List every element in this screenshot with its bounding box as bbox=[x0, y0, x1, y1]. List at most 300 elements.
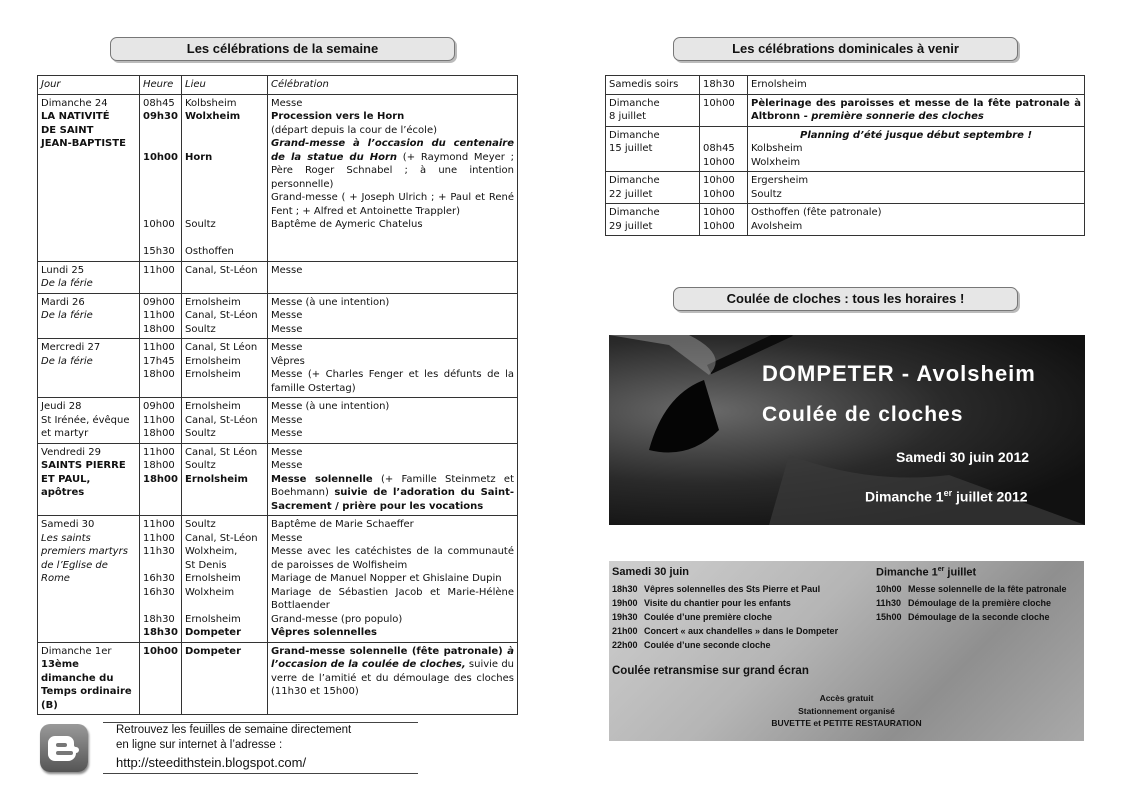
celebration-text: Vêpres bbox=[271, 355, 305, 367]
celebration-text: Messe bbox=[271, 414, 303, 426]
heure-text bbox=[143, 559, 178, 573]
lieu-text: Canal, St Léon bbox=[185, 446, 258, 458]
poster-line-1: DOMPETER - Avolsheim bbox=[762, 361, 1036, 386]
heure-text: 18h00 bbox=[143, 473, 178, 485]
schedule-desc: Coulée d’une première cloche bbox=[644, 612, 773, 622]
celebration-text: Baptême de Aymeric Chatelus bbox=[271, 219, 423, 230]
blog-url-link[interactable]: http://steedithstein.blogspot.com/ bbox=[116, 755, 307, 770]
jour-cell bbox=[606, 126, 700, 172]
jour-text: SAINTS PIERRE ET PAUL, apôtres bbox=[41, 460, 126, 498]
sunday-schedule-table bbox=[605, 75, 1085, 236]
poster-line-2: Coulée de cloches bbox=[762, 403, 964, 426]
celebration-text: Messe bbox=[271, 446, 303, 458]
schedule-time: 21h00 bbox=[612, 626, 638, 636]
table-row bbox=[38, 339, 518, 398]
celebration-entry bbox=[271, 341, 514, 355]
celebration-text: Messe bbox=[271, 97, 303, 109]
schedule-desc: Démoulage de la première cloche bbox=[908, 598, 1052, 608]
jour-text: De la férie bbox=[41, 310, 93, 321]
jour-text: LA NATIVITÉ bbox=[41, 111, 110, 122]
schedule-desc: Visite du chantier pour les enfants bbox=[644, 598, 791, 608]
celebration-entry bbox=[751, 220, 1081, 234]
jour-cell bbox=[606, 172, 700, 204]
heure-text: 18h30 bbox=[703, 79, 735, 90]
heure-text: 18h30 bbox=[143, 627, 178, 638]
header-lieu: Lieu bbox=[182, 76, 268, 95]
schedule-time: 15h00 bbox=[876, 612, 902, 622]
celebration-text: Messe bbox=[271, 532, 303, 544]
celebration-entry bbox=[271, 459, 514, 473]
lieu-cell bbox=[182, 516, 268, 643]
celebration-text: Ergersheim bbox=[751, 175, 809, 186]
celebration-entry bbox=[271, 368, 514, 395]
lieu-text bbox=[185, 599, 264, 613]
lieu-text: Canal, St-Léon bbox=[185, 310, 258, 321]
lieu-text bbox=[185, 137, 264, 151]
schedule-item bbox=[876, 582, 1067, 596]
blog-divider-top bbox=[103, 722, 418, 723]
lieu-text: Ernolsheim bbox=[185, 369, 241, 380]
celebration-text: Soultz bbox=[751, 188, 782, 200]
celebration-entry bbox=[271, 137, 514, 191]
sat-title: Samedi 30 juin bbox=[612, 566, 690, 578]
heure-text bbox=[143, 232, 178, 246]
jour-cell bbox=[38, 516, 140, 643]
jour-text: Dimanche 24 bbox=[41, 97, 108, 109]
jour-text: Samedis soirs bbox=[609, 79, 679, 90]
schedule-desc: Démoulage de la seconde cloche bbox=[908, 612, 1050, 622]
celebration-text: Mariage de Manuel Nopper et Ghislaine Dupin bbox=[271, 573, 502, 584]
celebration-text: Planning d’été jusque début septembre ! bbox=[799, 129, 1033, 141]
celebration-entry bbox=[271, 645, 514, 699]
heure-text bbox=[143, 599, 178, 613]
lieu-cell bbox=[182, 443, 268, 516]
schedule-time: 10h00 bbox=[876, 584, 902, 594]
jour-cell bbox=[38, 261, 140, 293]
lieu-text bbox=[185, 191, 264, 205]
celebration-text: Wolxheim bbox=[751, 156, 801, 168]
schedule-time: 11h30 bbox=[876, 598, 902, 608]
heure-cell bbox=[140, 642, 182, 715]
heure-text: 11h00 bbox=[143, 342, 175, 353]
celebration-text: Grand-messe ( + Joseph Ulrich ; + Paul et René Fent ; + Alfred et Antoinette Trappler) bbox=[271, 192, 514, 217]
schedule-desc: Concert « aux chandelles » dans le Dompeter bbox=[644, 626, 839, 636]
jour-text: St Irénée, évêque et martyr bbox=[41, 414, 130, 439]
schedule-desc: Coulée d’une seconde cloche bbox=[644, 640, 771, 650]
heure-text: 11h30 bbox=[143, 546, 175, 557]
celebration-entry bbox=[271, 309, 514, 323]
heure-text bbox=[143, 191, 178, 205]
lieu-text: Dompeter bbox=[185, 627, 242, 638]
lieu-text: Soultz bbox=[185, 519, 216, 530]
info-parking: Stationnement organisé bbox=[798, 706, 895, 716]
table-row bbox=[606, 204, 1085, 236]
heure-cell bbox=[140, 94, 182, 261]
celebration-text: Baptême de Marie Schaeffer bbox=[271, 519, 414, 530]
lieu-text: Horn bbox=[185, 151, 213, 163]
table-row bbox=[38, 516, 518, 643]
jour-text: JEAN-BAPTISTE bbox=[41, 138, 126, 149]
celebration-entry bbox=[751, 206, 1081, 220]
heure-cell bbox=[140, 516, 182, 643]
celebration-entry bbox=[751, 174, 1081, 188]
celebration-text: Vêpres solennelles bbox=[271, 627, 377, 638]
blog-line-1: Retrouvez les feuilles de semaine directement bbox=[116, 724, 352, 736]
jour-text: 15 juillet bbox=[609, 143, 653, 154]
celebration-entry bbox=[271, 545, 514, 572]
schedule-item bbox=[612, 582, 838, 596]
celebration-text: Messe (à une intention) bbox=[271, 296, 390, 308]
info-access: Accès gratuit bbox=[819, 693, 874, 703]
lieu-text: Soultz bbox=[185, 219, 216, 230]
heure-text: 11h00 bbox=[143, 310, 175, 321]
jour-text: Les saints premiers martyrs de l’Eglise de Rome bbox=[41, 532, 128, 584]
heure-text: 10h00 bbox=[703, 156, 735, 168]
jour-text: Lundi 25 bbox=[41, 264, 85, 276]
heure-cell bbox=[140, 443, 182, 516]
lieu-text bbox=[185, 205, 264, 219]
sun-title-b: juillet bbox=[944, 566, 977, 579]
lieu-text: Canal, St-Léon bbox=[185, 414, 258, 426]
header-celebration: Célébration bbox=[268, 76, 518, 95]
celebration-entry bbox=[271, 191, 514, 218]
heure-text: 11h00 bbox=[143, 264, 175, 276]
table-row bbox=[38, 261, 518, 293]
jour-cell bbox=[38, 443, 140, 516]
celebration-entry bbox=[271, 110, 514, 124]
celebration-text: Messe avec les catéchistes de la communauté de paroisses de Wolfisheim bbox=[271, 546, 514, 571]
celebration-text: Messe bbox=[271, 342, 303, 353]
celebration-cell bbox=[748, 126, 1085, 172]
table-row bbox=[38, 398, 518, 444]
celebration-entry bbox=[271, 427, 514, 441]
celebration-entry bbox=[271, 296, 514, 310]
header-heure: Heure bbox=[140, 76, 182, 95]
table-row bbox=[606, 94, 1085, 126]
table-row bbox=[606, 76, 1085, 95]
lieu-text: Wolxheim, bbox=[185, 546, 238, 557]
sun-title bbox=[876, 566, 976, 579]
celebration-text: Messe bbox=[271, 264, 303, 276]
celebration-text: Grand-messe (pro populo) bbox=[271, 613, 403, 625]
poster-date-2-b: juillet 2012 bbox=[952, 488, 1028, 505]
schedule-item bbox=[612, 624, 838, 638]
celebration-cell bbox=[268, 443, 518, 516]
heure-text: 18h00 bbox=[143, 369, 175, 380]
heure-text bbox=[143, 137, 178, 151]
heure-text: 15h30 bbox=[143, 246, 175, 257]
jour-cell bbox=[38, 339, 140, 398]
schedule-time: 19h30 bbox=[612, 612, 638, 622]
celebration-text-detail: (+ Raymond Meyer ; Père Roger Schnabel ; à une intention personnelle) bbox=[271, 151, 514, 190]
sunday-celebrations-title: Les célébrations dominicales à venir bbox=[732, 41, 959, 56]
heure-text: 10h00 bbox=[143, 219, 175, 230]
lieu-text: Canal, St-Léon bbox=[185, 532, 258, 544]
table-row bbox=[38, 94, 518, 261]
blog-line-2: en ligne sur internet à l’adresse : bbox=[116, 739, 283, 751]
heure-text bbox=[143, 124, 178, 138]
celebration-text-detail: (+ Famille Steinmetz et Boehmann) bbox=[271, 473, 514, 498]
lieu-text: Soultz bbox=[185, 323, 216, 335]
celebration-text: Ernolsheim bbox=[751, 79, 807, 90]
celebration-text-italic: à l’occasion de la coulée de cloches, bbox=[271, 645, 514, 670]
celebration-entry bbox=[751, 129, 1081, 143]
heure-text: 09h30 bbox=[143, 111, 178, 122]
lieu-text: Osthoffen bbox=[185, 246, 234, 257]
celebration-cell bbox=[268, 642, 518, 715]
heure-cell bbox=[700, 94, 748, 126]
heure-text: 09h00 bbox=[143, 296, 175, 308]
celebration-entry bbox=[271, 124, 514, 138]
jour-text: Dimanche bbox=[609, 207, 660, 218]
celebration-text: Osthoffen (fête patronale) bbox=[751, 207, 882, 218]
celebration-text: Messe (à une intention) bbox=[271, 401, 390, 412]
celebration-text: Grand-messe à l’occasion du centenaire de la statue du Horn bbox=[271, 138, 514, 163]
week-celebrations-title: Les célébrations de la semaine bbox=[186, 41, 379, 56]
header-jour: Jour bbox=[38, 76, 140, 95]
celebration-entry bbox=[271, 446, 514, 460]
poster-date-1: Samedi 30 juin 2012 bbox=[896, 449, 1030, 465]
lieu-text: Wolxheim bbox=[185, 111, 241, 122]
sun-title-sup: er bbox=[937, 566, 945, 573]
heure-text bbox=[703, 129, 744, 143]
jour-text: Samedi 30 bbox=[41, 519, 95, 530]
celebration-entry bbox=[271, 572, 514, 586]
heure-text: 18h00 bbox=[143, 323, 175, 335]
lieu-text: Ernolsheim bbox=[185, 613, 241, 625]
lieu-cell bbox=[182, 94, 268, 261]
heure-cell bbox=[700, 126, 748, 172]
heure-text: 11h00 bbox=[143, 519, 175, 530]
sat-list bbox=[612, 582, 838, 652]
celebration-cell bbox=[748, 94, 1085, 126]
lieu-text: Ernolsheim bbox=[185, 401, 241, 412]
celebration-entry bbox=[751, 142, 1081, 156]
sun-list bbox=[876, 582, 1067, 624]
week-schedule-table bbox=[37, 75, 518, 715]
bell-casting-schedule bbox=[609, 561, 1084, 741]
heure-text: 16h30 bbox=[143, 586, 175, 598]
lieu-text: Canal, St-Léon bbox=[185, 264, 258, 276]
heure-text: 16h30 bbox=[143, 573, 175, 584]
celebration-entry bbox=[751, 156, 1081, 170]
schedule-desc: Messe solennelle de la fête patronale bbox=[908, 584, 1067, 594]
heure-text: 10h00 bbox=[703, 188, 735, 200]
heure-cell bbox=[140, 339, 182, 398]
celebration-entry bbox=[271, 323, 514, 337]
celebration-text: Avolsheim bbox=[751, 220, 803, 232]
jour-text: Mercredi 27 bbox=[41, 342, 101, 353]
table-header-row bbox=[38, 76, 518, 95]
celebration-entry bbox=[271, 97, 514, 111]
heure-text: 09h00 bbox=[143, 401, 175, 412]
celebration-entry bbox=[271, 613, 514, 627]
poster-date-2 bbox=[865, 488, 1028, 505]
celebration-entry bbox=[271, 218, 514, 232]
lieu-text: Ernolsheim bbox=[185, 296, 241, 308]
jour-cell bbox=[606, 94, 700, 126]
sunday-celebrations-header bbox=[673, 37, 1018, 61]
heure-text: 17h45 bbox=[143, 355, 175, 367]
heure-text: 10h00 bbox=[143, 151, 178, 163]
lieu-text: Wolxheim bbox=[185, 586, 235, 598]
table-row bbox=[38, 642, 518, 715]
lieu-text: Soultz bbox=[185, 428, 216, 439]
celebration-cell bbox=[268, 398, 518, 444]
celebration-entry bbox=[271, 626, 514, 640]
celebration-text: Messe bbox=[271, 428, 303, 439]
heure-cell bbox=[140, 398, 182, 444]
table-row bbox=[606, 126, 1085, 172]
heure-text: 18h00 bbox=[143, 428, 175, 439]
jour-text: 13ème dimanche du Temps ordinaire (B) bbox=[41, 659, 132, 711]
jour-cell bbox=[606, 76, 700, 95]
celebration-cell bbox=[268, 293, 518, 339]
celebration-text-bold: suivie de l’adoration du Saint-Sacrement / prière pour les vocations bbox=[271, 487, 514, 512]
celebration-cell bbox=[268, 261, 518, 293]
lieu-cell bbox=[182, 398, 268, 444]
lieu-text bbox=[185, 232, 264, 246]
schedule-item bbox=[612, 610, 838, 624]
jour-text: Vendredi 29 bbox=[41, 446, 101, 458]
heure-cell bbox=[140, 261, 182, 293]
heure-text: 10h00 bbox=[703, 207, 735, 218]
bells-header bbox=[673, 287, 1018, 311]
bell-casting-poster bbox=[609, 335, 1085, 525]
heure-text: 11h00 bbox=[143, 414, 175, 426]
jour-cell bbox=[38, 642, 140, 715]
jour-text: Dimanche bbox=[609, 129, 660, 141]
schedule-time: 22h00 bbox=[612, 640, 638, 650]
celebration-entry bbox=[751, 97, 1081, 124]
table-row bbox=[38, 293, 518, 339]
celebration-cell bbox=[268, 339, 518, 398]
heure-text: 10h00 bbox=[703, 97, 735, 109]
poster-date-2-sup: er bbox=[943, 488, 953, 498]
schedule-item bbox=[612, 596, 838, 610]
celebration-text: Mariage de Sébastien Jacob et Marie-Hélène Bottlaender bbox=[271, 586, 514, 611]
heure-text: 10h00 bbox=[143, 645, 178, 657]
jour-cell bbox=[38, 293, 140, 339]
jour-text: 8 juillet bbox=[609, 111, 647, 122]
blog-divider-bottom bbox=[103, 773, 418, 774]
jour-cell bbox=[38, 398, 140, 444]
heure-text: 08h45 bbox=[143, 97, 175, 109]
heure-cell bbox=[700, 76, 748, 95]
celebration-text: Messe bbox=[271, 323, 303, 335]
sun-title-a: Dimanche 1 bbox=[876, 566, 938, 579]
info-buvette: BUVETTE et PETITE RESTAURATION bbox=[771, 718, 922, 728]
heure-text: 10h00 bbox=[703, 220, 735, 232]
celebration-text-italic: première sonnerie des cloches bbox=[811, 111, 984, 122]
lieu-text: Canal, St Léon bbox=[185, 342, 258, 353]
celebration-entry bbox=[271, 586, 514, 613]
heure-text bbox=[143, 205, 178, 219]
lieu-text bbox=[185, 178, 264, 192]
lieu-text: Ernolsheim bbox=[185, 573, 241, 584]
celebration-text: (départ depuis la cour de l’école) bbox=[271, 124, 438, 136]
celebration-text: Pèlerinage des paroisses et messe de la fête patronale à Altbronn - bbox=[751, 97, 1081, 122]
poster-date-2-a: Dimanche 1 bbox=[865, 488, 944, 505]
celebration-text: Messe solennelle bbox=[271, 473, 373, 485]
heure-text: 11h00 bbox=[143, 532, 175, 544]
lieu-text bbox=[185, 164, 264, 178]
lieu-text: Ernolsheim bbox=[185, 473, 248, 485]
jour-text: De la férie bbox=[41, 278, 93, 289]
heure-text bbox=[143, 164, 178, 178]
celebration-text: Procession vers le Horn bbox=[271, 111, 405, 122]
jour-text: DE SAINT bbox=[41, 124, 94, 136]
celebration-entry bbox=[271, 414, 514, 428]
schedule-item bbox=[612, 638, 838, 652]
table-row bbox=[606, 172, 1085, 204]
celebration-entry bbox=[271, 518, 514, 532]
lieu-cell bbox=[182, 339, 268, 398]
jour-text: Dimanche 1er bbox=[41, 645, 112, 657]
celebration-cell bbox=[748, 76, 1085, 95]
heure-text: 18h30 bbox=[143, 613, 175, 625]
heure-text: 10h00 bbox=[703, 175, 735, 186]
jour-cell bbox=[38, 94, 140, 261]
heure-cell bbox=[140, 293, 182, 339]
heure-text: 11h00 bbox=[143, 446, 175, 458]
celebration-cell bbox=[748, 172, 1085, 204]
celebration-text: Kolbsheim bbox=[751, 143, 803, 154]
lieu-text: Ernolsheim bbox=[185, 355, 241, 367]
jour-cell bbox=[606, 204, 700, 236]
schedule-time: 19h00 bbox=[612, 598, 638, 608]
celebration-text: Messe bbox=[271, 310, 303, 321]
lieu-text: Kolbsheim bbox=[185, 97, 237, 109]
celebration-entry bbox=[271, 355, 514, 369]
celebration-text: Messe bbox=[271, 460, 303, 471]
heure-text: 08h45 bbox=[703, 143, 735, 154]
celebration-cell bbox=[748, 204, 1085, 236]
bells-title: Coulée de cloches : tous les horaires ! bbox=[726, 291, 965, 306]
week-celebrations-header bbox=[110, 37, 455, 61]
celebration-cell bbox=[268, 94, 518, 261]
jour-text: Jeudi 28 bbox=[41, 401, 82, 412]
lieu-cell bbox=[182, 293, 268, 339]
celebration-text: Messe (+ Charles Fenger et les défunts de la famille Ostertag) bbox=[271, 369, 514, 394]
heure-cell bbox=[700, 172, 748, 204]
celebration-entry bbox=[271, 400, 514, 414]
blog-icon[interactable] bbox=[40, 724, 88, 772]
screen-note: Coulée retransmise sur grand écran bbox=[612, 665, 809, 677]
jour-text: De la férie bbox=[41, 355, 93, 367]
schedule-item bbox=[876, 596, 1067, 610]
jour-text: Dimanche bbox=[609, 175, 660, 186]
lieu-text bbox=[185, 124, 264, 138]
heure-text: 18h00 bbox=[143, 460, 175, 471]
heure-text bbox=[143, 178, 178, 192]
celebration-entry bbox=[271, 532, 514, 546]
table-row bbox=[38, 443, 518, 516]
schedule-item bbox=[876, 610, 1067, 624]
lieu-text: Soultz bbox=[185, 460, 216, 471]
celebration-entry bbox=[751, 188, 1081, 202]
celebration-cell bbox=[268, 516, 518, 643]
lieu-text: St Denis bbox=[185, 559, 227, 571]
heure-cell bbox=[700, 204, 748, 236]
celebration-text-detail: suivie du verre de l’amitié et du démoulage des cloches (11h30 et 15h00) bbox=[271, 659, 515, 697]
celebration-text: Grand-messe solennelle (fête patronale) bbox=[271, 645, 503, 657]
jour-text: 22 juillet bbox=[609, 188, 653, 200]
lieu-cell bbox=[182, 642, 268, 715]
schedule-time: 18h30 bbox=[612, 584, 638, 594]
lieu-text: Dompeter bbox=[185, 645, 242, 657]
jour-text: Dimanche bbox=[609, 97, 660, 109]
